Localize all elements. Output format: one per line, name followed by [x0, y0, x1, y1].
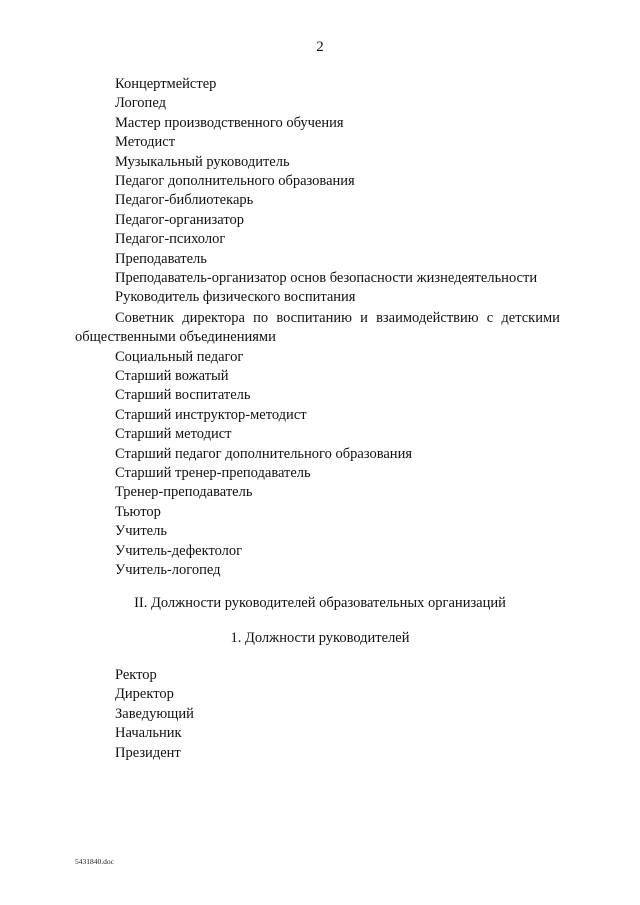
list-item: Педагог-библиотекарь: [115, 192, 254, 209]
list-item: Тренер-преподаватель: [115, 484, 253, 501]
list-item: Старший вожатый: [115, 367, 229, 384]
list-item: Старший методист: [115, 426, 232, 443]
advisor-word: воспитанию: [276, 309, 352, 326]
section-heading: II. Должности руководителей образовательных организаций: [134, 595, 506, 611]
list-item: Музыкальный руководитель: [115, 153, 290, 170]
list-item: Учитель-дефектолог: [115, 542, 243, 559]
list-item: Президент: [115, 744, 181, 761]
list-item: Старший тренер-преподаватель: [115, 464, 311, 481]
page-number: 2: [316, 39, 324, 55]
advisor-line-2: общественными объединениями: [75, 328, 276, 345]
list-item: Преподаватель: [115, 250, 207, 267]
list-item: Педагог дополнительного образования: [115, 173, 355, 190]
list-item: Руководитель физического воспитания: [115, 289, 356, 306]
advisor-list-item: [75, 309, 560, 348]
list-item: Тьютор: [115, 503, 161, 520]
list-item: Педагог-организатор: [115, 211, 244, 228]
list-item: Старший инструктор-методист: [115, 406, 307, 423]
subsection-heading: 1. Должности руководителей: [230, 630, 410, 646]
footer-filename: 5431840.doc: [75, 857, 114, 866]
positions-list-top: [115, 75, 565, 308]
list-item: Социальный педагог: [115, 348, 244, 365]
list-item: Директор: [115, 686, 174, 703]
list-item: Ректор: [115, 667, 157, 683]
advisor-word: и: [360, 309, 368, 326]
positions-list-bottom: [115, 348, 565, 581]
advisor-word: детскими: [501, 309, 560, 326]
list-item: Методист: [115, 134, 176, 151]
list-item: Учитель: [115, 523, 167, 540]
advisor-word: взаимодействию: [376, 309, 479, 326]
list-item: Заведующий: [115, 705, 194, 722]
advisor-word: Советник: [115, 309, 175, 326]
list-item: Педагог-психолог: [115, 231, 226, 248]
list-item: Мастер производственного обучения: [115, 114, 344, 131]
head-positions-list: [115, 666, 565, 763]
list-item: Старший воспитатель: [115, 387, 251, 404]
advisor-word: с: [486, 309, 494, 326]
advisor-word: по: [253, 309, 269, 326]
list-item: Учитель-логопед: [115, 561, 221, 578]
advisor-line-1: [75, 309, 560, 328]
list-item: Старший педагог дополнительного образования: [115, 445, 412, 462]
list-item: Начальник: [115, 725, 182, 742]
list-item: Преподаватель-организатор основ безопасности жизнедеятельности: [115, 270, 538, 287]
advisor-word: директора: [182, 309, 245, 326]
list-item: Концертмейстер: [115, 76, 217, 92]
list-item: Логопед: [115, 95, 166, 112]
